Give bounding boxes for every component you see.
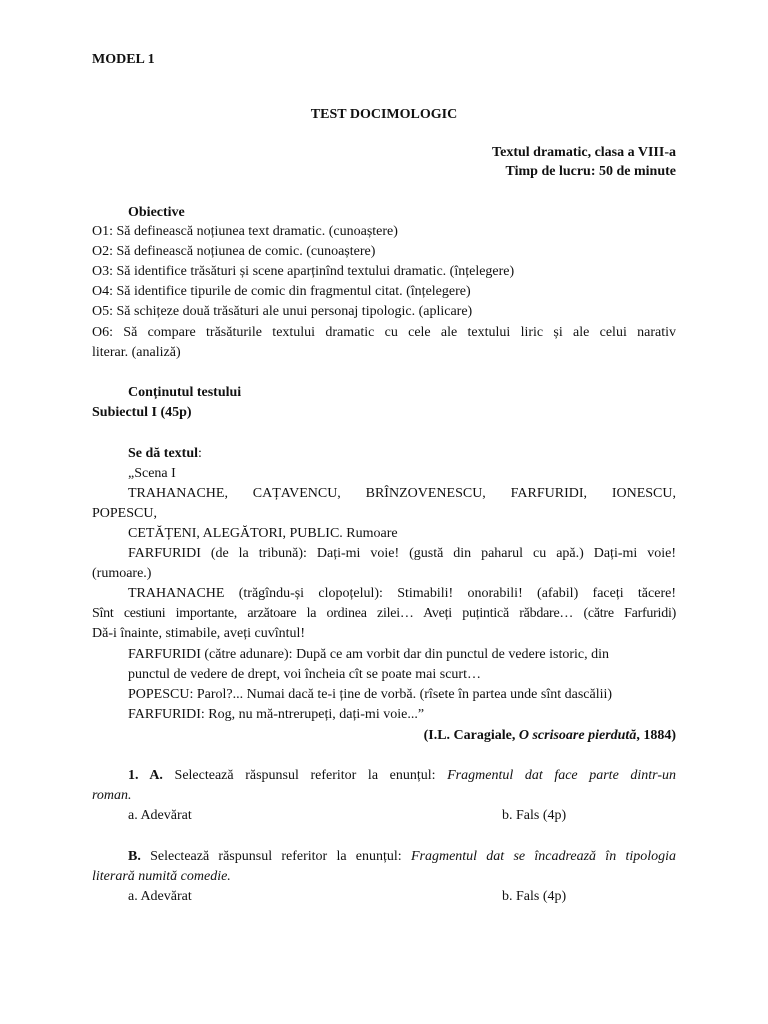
question-1b-option-b[interactable]: b. Fals (4p) (502, 889, 567, 904)
objectives-heading: Obiective (128, 205, 185, 220)
citation-open: (I.L. Caragiale, (423, 728, 519, 743)
citation-close: , 1884) (636, 728, 676, 743)
text-line-8: Sînt cestiuni importante, arzătoare la ordinea zilei… Aveți puțintică răbdare… (către Farfuridi) (92, 606, 676, 621)
citation (424, 726, 676, 746)
question-1b-statement: Fragmentul dat se încadrează în tipologia (410, 849, 677, 864)
text-line-10: FARFURIDI (către adunare): După ce am vorbit dar din punctul de vedere istoric, din (128, 647, 610, 662)
text-line-11: punctul de vedere de drept, voi încheia cît se poate mai scurt… (128, 667, 481, 682)
text-line-1: „Scena I (128, 466, 176, 481)
question-1a-option-b[interactable]: b. Fals (4p) (502, 808, 567, 823)
given-text-bold: Se dă textul (128, 446, 198, 461)
objective-o3: O3: Să identifice trăsături și scene aparținînd textului dramatic. (înțelegere) (92, 264, 515, 279)
objective-o4: O4: Să identifice tipurile de comic din fragmentul citat. (înțelegere) (92, 284, 471, 299)
question-1a-statement-cont: roman. (92, 788, 132, 803)
objective-o6-cont: literar. (analiză) (92, 345, 181, 360)
given-text-colon: : (198, 446, 202, 461)
question-1b-option-a[interactable]: a. Adevărat (128, 889, 192, 904)
text-line-13: FARFURIDI: Rog, nu mă-ntrerupeți, dați-mi voie...” (128, 707, 425, 722)
question-1a-number: 1. A. (128, 768, 163, 783)
text-line-5: FARFURIDI (de la tribună): Dați-mi voie! (gustă din paharul cu apă.) Dați-mi voie! (128, 546, 676, 561)
text-line-9: Dă-i înainte, stimabile, aveți cuvîntul! (92, 626, 306, 641)
text-line-7: TRAHANACHE (trăgîndu-și clopoțelul): Stimabili! onorabili! (afabil) faceți tăcere! (128, 586, 676, 601)
subtitle-genre: Textul dramatic, clasa a VIII-a (492, 145, 676, 160)
text-line-6: (rumoare.) (92, 566, 152, 581)
question-1a (128, 766, 676, 786)
objective-o6: O6: Să compare trăsăturile textului dramatic cu cele ale textului liric și ale celui narativ (92, 325, 676, 340)
content-heading: Conținutul testului (128, 385, 242, 400)
citation-work: O scrisoare pierdută (518, 728, 637, 743)
question-1b-prompt: Selectează răspunsul referitor la enunțul: (150, 849, 402, 864)
question-1b-number: B. (128, 849, 141, 864)
objective-o2: O2: Să definească noțiunea de comic. (cunoaștere) (92, 244, 376, 259)
question-1b (128, 847, 676, 867)
question-1b-statement-cont: literară numită comedie. (92, 869, 231, 884)
question-1a-prompt: Selectează răspunsul referitor la enunțul: (174, 768, 436, 783)
question-1a-option-a[interactable]: a. Adevărat (128, 808, 192, 823)
given-text-label (128, 444, 202, 464)
text-line-12: POPESCU: Parol?... Numai dacă te-i ține de vorbă. (rîsete în partea unde sînt dascălii) (128, 687, 613, 702)
document-title: TEST DOCIMOLOGIC (310, 107, 458, 122)
text-line-4: CETĂȚENI, ALEGĂTORI, PUBLIC. Rumoare (128, 526, 398, 541)
subtitle-time: Timp de lucru: 50 de minute (505, 164, 676, 179)
objective-o5: O5: Să schițeze două trăsături ale unui personaj tipologic. (aplicare) (92, 304, 473, 319)
model-label: MODEL 1 (92, 52, 155, 67)
text-line-2: TRAHANACHE, CAȚAVENCU, BRÎNZOVENESCU, FARFURIDI, IONESCU, (128, 486, 676, 501)
text-line-3: POPESCU, (92, 506, 157, 521)
subject-heading: Subiectul I (45p) (92, 405, 192, 420)
question-1a-statement: Fragmentul dat face parte dintr-un (447, 768, 676, 783)
objective-o1: O1: Să definească noțiunea text dramatic. (cunoaștere) (92, 224, 398, 239)
